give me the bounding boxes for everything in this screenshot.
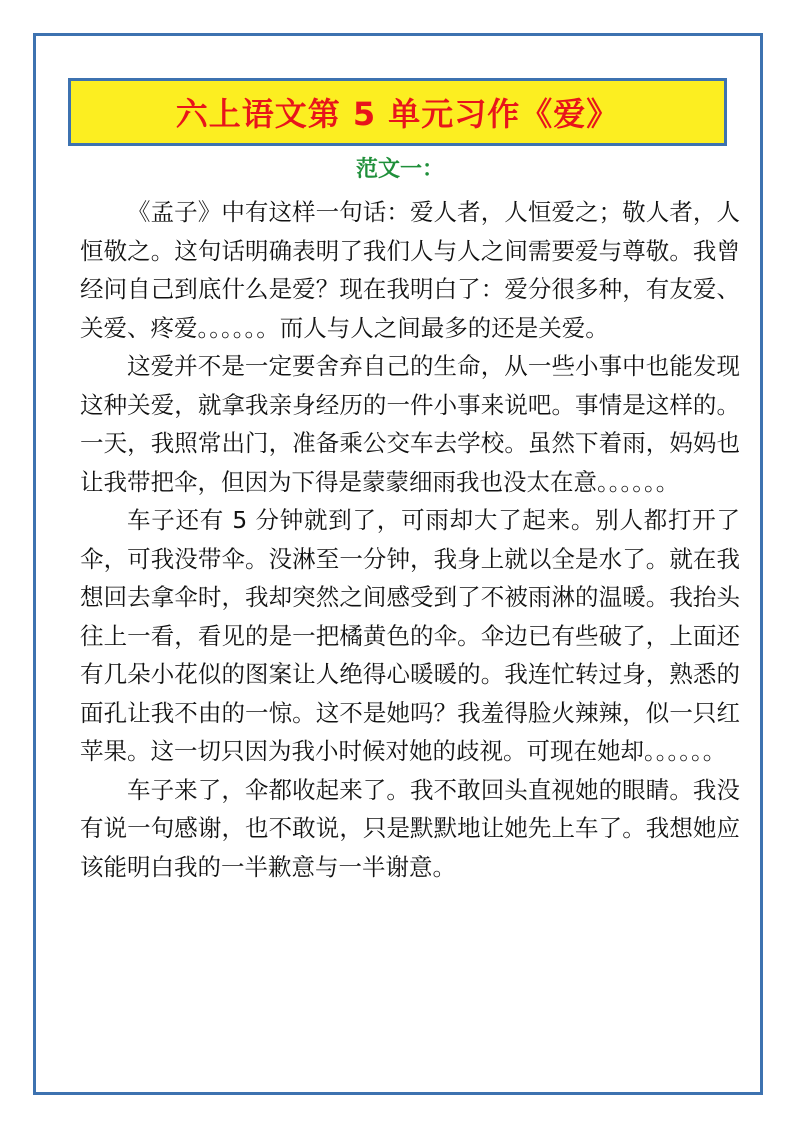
essay-body <box>80 193 740 886</box>
section-subtitle: 范文一： <box>355 157 444 182</box>
paragraph: 这爱并不是一定要舍弃自己的生命，从一些小事中也能发现这种关爱，就拿我亲身经历的一件小事来说吧。事情是这样的。一天，我照常出门，准备乘公交车去学校。虽然下着雨，妈妈也让我带把伞，但因为下得是蒙蒙细雨我也没太在意。。。。。。 <box>80 352 740 496</box>
title-banner <box>68 78 727 146</box>
paragraph: 《孟子》中有这样一句话：爱人者，人恒爱之；敬人者，人恒敬之。这句话明确表明了我们人与人之间需要爱与尊敬。我曾经问自己到底什么是爱？现在我明白了：爱分很多种，有友爱、关爱、疼爱。。。。。。而人与人之间最多的还是关爱。 <box>80 198 740 342</box>
page-title: 六上语文第 5 单元习作《爱》 <box>175 95 620 133</box>
paragraph: 车子来了，伞都收起来了。我不敢回头直视她的眼睛。我没有说一句感谢，也不敢说，只是默默地让她先上车了。我想她应该能明白我的一半歉意与一半谢意。 <box>80 775 740 881</box>
paragraph: 车子还有 5 分钟就到了，可雨却大了起来。别人都打开了伞，可我没带伞。没淋至一分钟，我身上就以全是水了。就在我想回去拿伞时，我却突然之间感受到了不被雨淋的温暖。我抬头往上一看，看见的是一把橘黄色的伞。伞边已有些破了，上面还有几朵小花似的图案让人绝得心暖暖的。我连忙转过身，熟悉的面孔让我不由的一惊。这不是她吗？我羞得脸火辣辣，似一只红苹果。这一切只因为我小时候对她的歧视。可现在她却。。。。。。 <box>80 506 740 765</box>
